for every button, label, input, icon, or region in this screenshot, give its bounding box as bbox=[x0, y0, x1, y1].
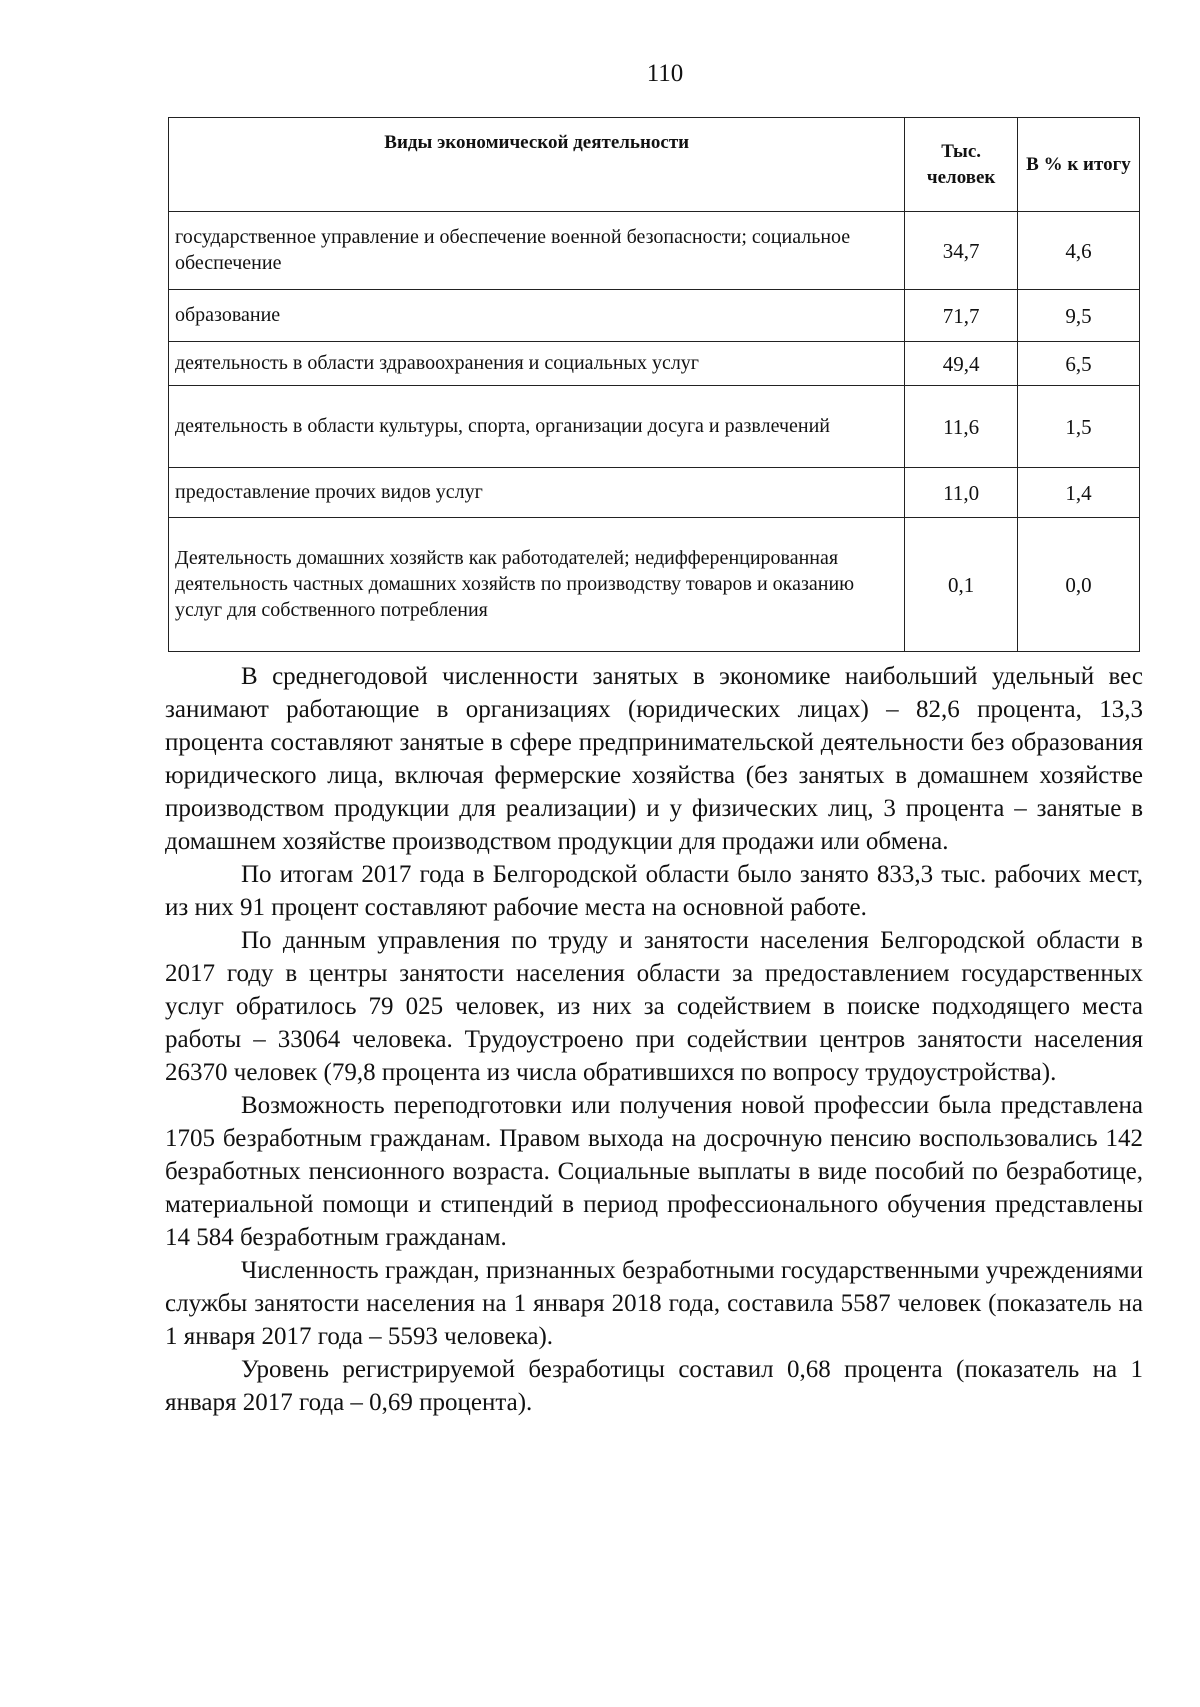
cell-percent-of-total: 0,0 bbox=[1017, 518, 1139, 652]
paragraph: Уровень регистрируемой безработицы составил 0,68 процента (показатель на 1 января 2017 года – 0,69 процента). bbox=[165, 1356, 1143, 1416]
cell-thousand-people: 71,7 bbox=[905, 290, 1017, 342]
cell-activity: предоставление прочих видов услуг bbox=[169, 468, 905, 518]
cell-thousand-people: 11,6 bbox=[905, 386, 1017, 468]
header-activity: Виды экономической деятельности bbox=[169, 118, 905, 212]
paragraph: Возможность переподготовки или получения новой профессии была представлена 1705 безработным гражданам. Правом выхода на досрочную пенсию воспользовались 142 безработных пенсионного возраста. Социальные выплаты в виде пособий по безработице, материальной помощи и стипендий в период профессионального обучения представлены 14 584 безработным гражданам. bbox=[165, 1092, 1143, 1251]
cell-activity: деятельность в области культуры, спорта, организации досуга и развлечений bbox=[169, 386, 905, 468]
cell-thousand-people: 0,1 bbox=[905, 518, 1017, 652]
cell-activity: государственное управление и обеспечение военной безопасности; социальное обеспечение bbox=[169, 212, 905, 290]
cell-thousand-people: 11,0 bbox=[905, 468, 1017, 518]
table-row bbox=[169, 518, 1140, 652]
cell-thousand-people: 49,4 bbox=[905, 342, 1017, 386]
paragraph: По итогам 2017 года в Белгородской области было занято 833,3 тыс. рабочих мест, из них 91 процент составляют рабочие места на основной работе. bbox=[165, 861, 1143, 921]
paragraph: Численность граждан, признанных безработными государственными учреждениями службы занятости населения на 1 января 2018 года, составила 5587 человек (показатель на 1 января 2017 года – 5593 человека). bbox=[165, 1257, 1143, 1350]
paragraph: По данным управления по труду и занятости населения Белгородской области в 2017 году в центры занятости населения области за предоставлением государственных услуг обратилось 79 025 человек, из них за содействием в поиске подходящего места работы – 33064 человека. Трудоустроено при содействии центров занятости населения 26370 человек (79,8 процента из числа обратившихся по вопросу трудоустройства). bbox=[165, 927, 1143, 1086]
table-row bbox=[169, 290, 1140, 342]
cell-percent-of-total: 4,6 bbox=[1017, 212, 1139, 290]
cell-percent-of-total: 6,5 bbox=[1017, 342, 1139, 386]
employment-table bbox=[168, 117, 1140, 652]
header-thousand-people: Тыс. человек bbox=[905, 118, 1017, 212]
page-number: 110 bbox=[646, 60, 684, 87]
table-row bbox=[169, 386, 1140, 468]
table-row bbox=[169, 342, 1140, 386]
cell-percent-of-total: 1,4 bbox=[1017, 468, 1139, 518]
cell-thousand-people: 34,7 bbox=[905, 212, 1017, 290]
cell-percent-of-total: 9,5 bbox=[1017, 290, 1139, 342]
cell-activity: образование bbox=[169, 290, 905, 342]
table-row bbox=[169, 468, 1140, 518]
table-row bbox=[169, 212, 1140, 290]
cell-activity: деятельность в области здравоохранения и социальных услуг bbox=[169, 342, 905, 386]
table-header-row bbox=[169, 118, 1140, 212]
cell-percent-of-total: 1,5 bbox=[1017, 386, 1139, 468]
paragraph: В среднегодовой численности занятых в экономике наибольший удельный вес занимают работающие в организациях (юридических лицах) – 82,6 процента, 13,3 процента составляют занятые в сфере предпринимательской деятельности без образования юридического лица, включая фермерские хозяйства (без занятых в домашнем хозяйстве производством продукции для реализации) и у физических лиц, 3 процента – занятые в домашнем хозяйстве производством продукции для продажи или обмена. bbox=[165, 663, 1143, 855]
header-percent-of-total: В % к итогу bbox=[1017, 118, 1139, 212]
cell-activity: Деятельность домашних хозяйств как работодателей; недифференцированная деятельность частных домашних хозяйств по производству товаров и оказанию услуг для собственного потребления bbox=[169, 518, 905, 652]
body-text bbox=[165, 660, 1143, 1419]
